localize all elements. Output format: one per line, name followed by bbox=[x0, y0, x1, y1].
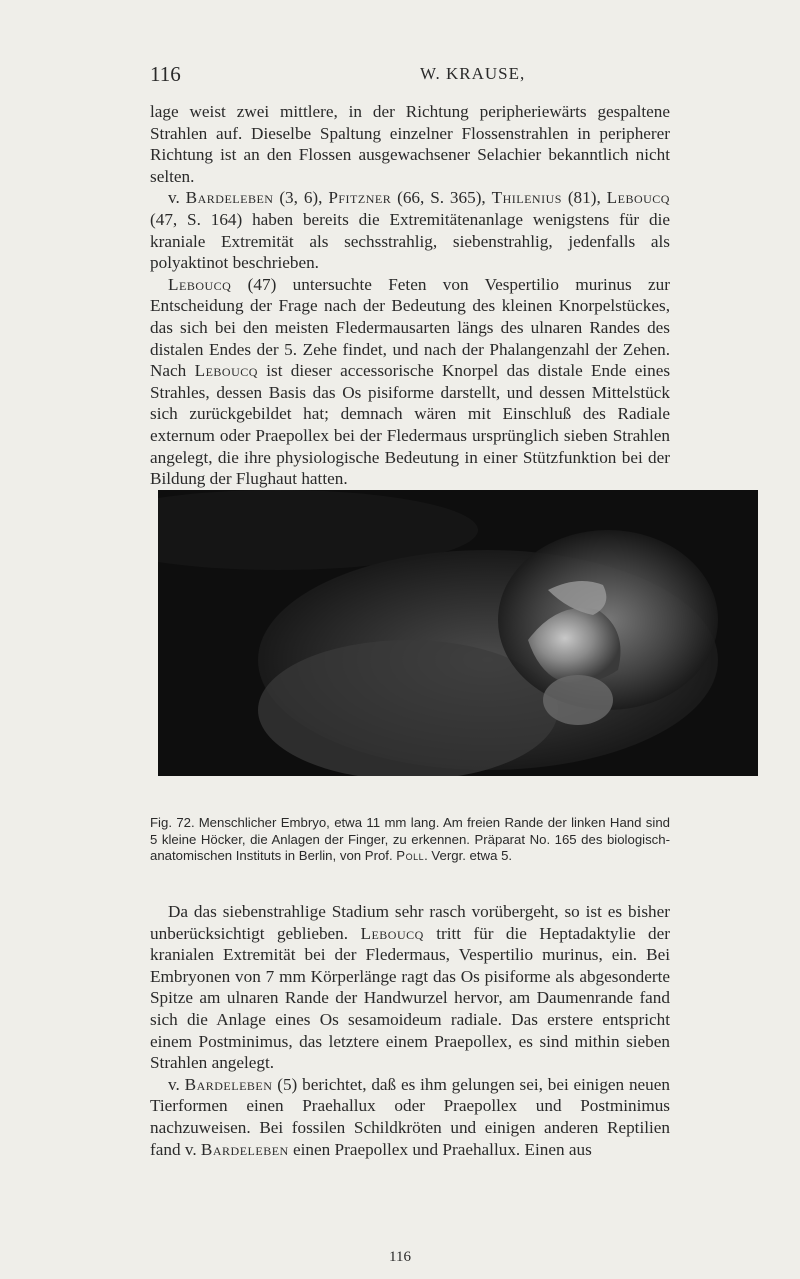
paragraph: v. Bardeleben (3, 6), Pfitzner (66, S. 365), Thilenius (81), Leboucq (47, S. 164) haben bereits die Extremitätenanlage wenigstens für die kraniale Extremität als sechsstrahlig, siebenstrahlig, jedenfalls als polyaktinot beschrieben. bbox=[150, 188, 670, 273]
author-name: Bardeleben bbox=[200, 1139, 289, 1159]
body-text-top bbox=[150, 101, 670, 490]
author-name: Leboucq bbox=[360, 923, 424, 943]
author-name: Bardeleben bbox=[185, 188, 274, 208]
author-name: Bardeleben bbox=[184, 1074, 273, 1094]
page-number: 116 bbox=[150, 62, 181, 86]
running-head: W. KRAUSE, bbox=[420, 64, 526, 83]
embryo-image bbox=[158, 490, 758, 776]
paragraph: lage weist zwei mittlere, in der Richtung peripheriewärts gespaltene Strahlen auf. Dieselbe Spaltung einzelner Flossenstrahlen in peripherer Richtung ist an den Flossen ausgewachsener Selachier bekanntlich nicht selten. bbox=[150, 102, 670, 186]
figure-label: Fig. 72. bbox=[150, 815, 195, 830]
body-text-bottom bbox=[150, 901, 670, 1160]
figure-caption: Fig. 72. Menschlicher Embryo, etwa 11 mm lang. Am freien Rande der linken Hand sind 5 kleine Höcker, die Anlagen der Finger, zu erkennen. Präparat No. 165 des biologisch-anatomischen Instituts in Berlin, von Prof. Poll. Vergr. etwa 5. bbox=[150, 815, 670, 863]
paragraph: Leboucq (47) untersuchte Feten von Vespertilio murinus zur Entscheidung der Frage nach der Bedeutung des kleinen Knorpelstückes, das sich bei den meisten Fledermausarten längs des ulnaren Randes des distalen Endes der 5. Zehe findet, und nach der Phalangenzahl der Zehen. Nach Leboucq ist dieser accessorische Knorpel das distale Ende eines Strahles, dessen Basis das Os pisiforme darstellt, und dessen Mittelstück sich zurückgebildet hat; demnach wären mit Einschluß des Radiale externum oder Praepollex bei der Fledermaus ursprünglich sieben Strahlen angelegt, die ihre physiologische Bedeutung in einer Stützfunktion bei der Bildung der Flughaut hatten. bbox=[150, 274, 671, 489]
paragraph: Da das siebenstrahlige Stadium sehr rasch vorübergeht, so ist es bisher unberücksichtigt geblieben. Leboucq tritt für die Heptadaktylie der kranialen Extremität bei der Fledermaus, Vespertilio murinus, ein. Bei Embryonen von 7 mm Körperlänge ragt das Os pisiforme als abgesonderte Spitze am ulnaren Rande der Handwurzel hervor, am Daumenrande fand sich die Anlage eines Os sesamoideum radiale. Das erstere entspricht einem Postminimus, das letztere einem Praepollex, es sind mithin sieben Strahlen angelegt. bbox=[150, 902, 670, 1073]
page-header bbox=[150, 62, 670, 92]
author-name: Poll bbox=[396, 848, 425, 863]
author-name: Pfitzner bbox=[328, 188, 392, 208]
author-name: Leboucq bbox=[194, 361, 258, 381]
footer-page-number: 116 bbox=[389, 1249, 411, 1265]
author-name: Leboucq bbox=[606, 188, 670, 208]
author-name: Thilenius bbox=[491, 188, 562, 208]
embryo-photograph bbox=[158, 490, 758, 776]
paragraph: v. Bardeleben (5) berichtet, daß es ihm gelungen sei, bei einigen neuen Tierformen einen Praehallux oder Praepollex und Postminimus nachzuweisen. Bei fossilen Schildkröten und einigen anderen Reptilien fand v. Bardeleben einen Praepollex und Praehallux. Einen aus bbox=[150, 1074, 670, 1159]
author-name: Leboucq bbox=[168, 274, 232, 294]
